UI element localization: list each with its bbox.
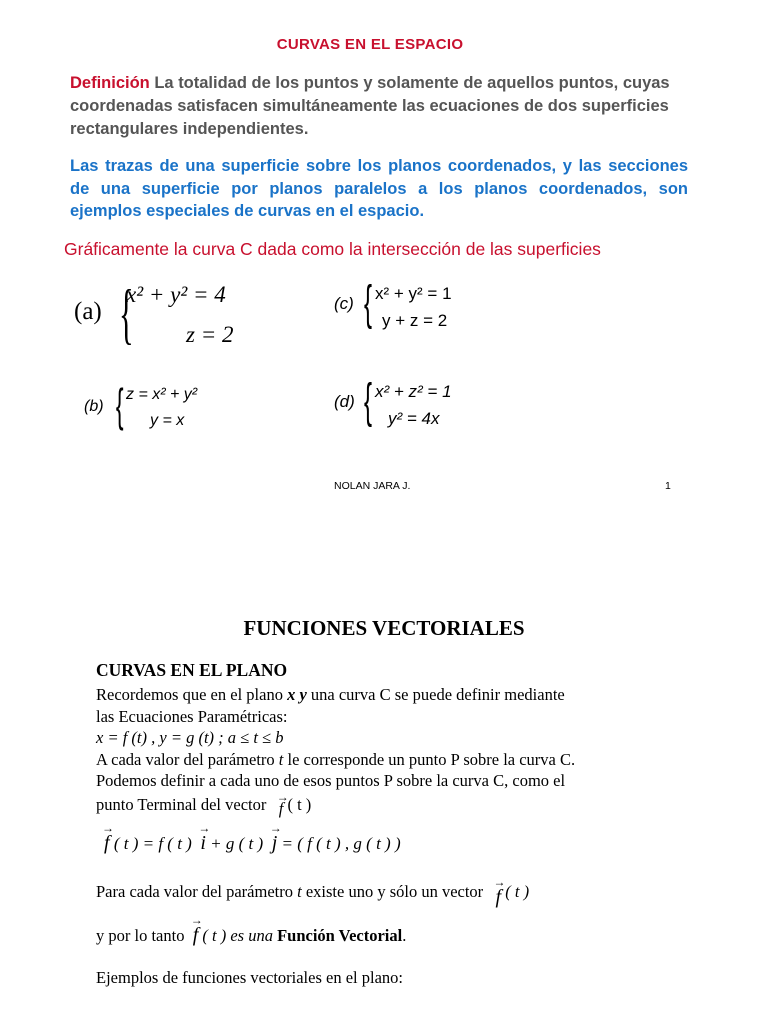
parametric-equations: x = f (t) , y = g (t) ; a ≤ t ≤ b bbox=[96, 728, 284, 747]
traces-paragraph: Las trazas de una superficie sobre los planos coordenados, y las secciones de una superficie por planos paralelos a los planos coordenados, son ejemplos especiales de curvas en el espacio. bbox=[70, 157, 688, 220]
system-d bbox=[334, 375, 534, 440]
subsection-title: CURVAS EN EL PLANO bbox=[96, 660, 288, 680]
system-c-label: (c) bbox=[334, 294, 354, 313]
footer-page-number: 1 bbox=[665, 480, 671, 492]
vector-function-paragraph: y por lo tanto → f ( t ) es una Función Vectorial. bbox=[96, 913, 407, 946]
text-line: las Ecuaciones Paramétricas: bbox=[96, 706, 288, 726]
system-d-eq2: y² = 4x bbox=[388, 409, 440, 428]
section-title: FUNCIONES VECTORIALES bbox=[243, 616, 525, 640]
system-a-eq2: z = 2 bbox=[186, 322, 234, 347]
vector-f-symbol: → f bbox=[493, 875, 506, 908]
text-line: punto Terminal del vector → f ( t ) bbox=[96, 789, 312, 818]
brace: { bbox=[118, 275, 134, 351]
system-b bbox=[84, 379, 284, 444]
brace: { bbox=[364, 277, 373, 330]
definition-text: La totalidad de los puntos y solamente de aquellos puntos, cuyas coordenadas satisfacen simultáneamente las ecuaciones de dos superficies rectangulares independientes. bbox=[70, 74, 670, 138]
system-c bbox=[334, 277, 534, 342]
intro-paragraph bbox=[96, 684, 656, 818]
system-d-label: (d) bbox=[334, 392, 355, 411]
brace: { bbox=[115, 379, 124, 431]
vector-j-symbol: → j bbox=[269, 821, 282, 854]
page-title: CURVAS EN EL ESPACIO bbox=[276, 36, 464, 53]
system-a-eq1: x² + y² = 4 bbox=[126, 282, 226, 307]
vector-i-symbol: → i bbox=[198, 821, 211, 854]
definition-paragraph bbox=[70, 72, 695, 141]
definition-label: Definición bbox=[70, 74, 150, 92]
system-c-eq2: y + z = 2 bbox=[382, 311, 448, 330]
graph-intro: Gráficamente la curva C dada como la intersección de las superficies bbox=[64, 239, 601, 259]
text-line: Podemos definir a cada uno de esos puntos P sobre la curva C, como el bbox=[96, 771, 566, 790]
system-a bbox=[74, 275, 274, 354]
text-line: Recordemos que en el plano x y una curva C se puede definir mediante bbox=[96, 685, 565, 704]
vector-f-symbol: → f bbox=[276, 789, 289, 818]
system-d-eq1: x² + z² = 1 bbox=[375, 382, 452, 401]
unique-vector-paragraph: Para cada valor del parámetro t existe uno y sólo un vector → f ( t ) bbox=[96, 875, 530, 908]
system-b-eq1: z = x² + y² bbox=[126, 386, 198, 403]
system-b-eq2: y = x bbox=[150, 412, 185, 429]
footer-author: NOLAN JARA J. bbox=[334, 480, 411, 492]
system-c-eq1: x² + y² = 1 bbox=[375, 284, 452, 303]
vector-f-symbol: → f bbox=[190, 913, 203, 946]
text-line: A cada valor del parámetro t le corresponde un punto P sobre la curva C. bbox=[96, 749, 576, 769]
examples-intro: Ejemplos de funciones vectoriales en el plano: bbox=[96, 968, 403, 987]
brace: { bbox=[364, 375, 373, 428]
system-b-label: (b) bbox=[84, 398, 104, 415]
vector-function-formula: → f ( t ) = f ( t ) → i + g ( t ) → j = ( f ( t ) , g ( t ) ) bbox=[102, 821, 401, 854]
vector-f-symbol: → f bbox=[102, 821, 114, 854]
system-a-label: (a) bbox=[74, 298, 102, 325]
vector-function-term: Función Vectorial bbox=[277, 926, 403, 945]
